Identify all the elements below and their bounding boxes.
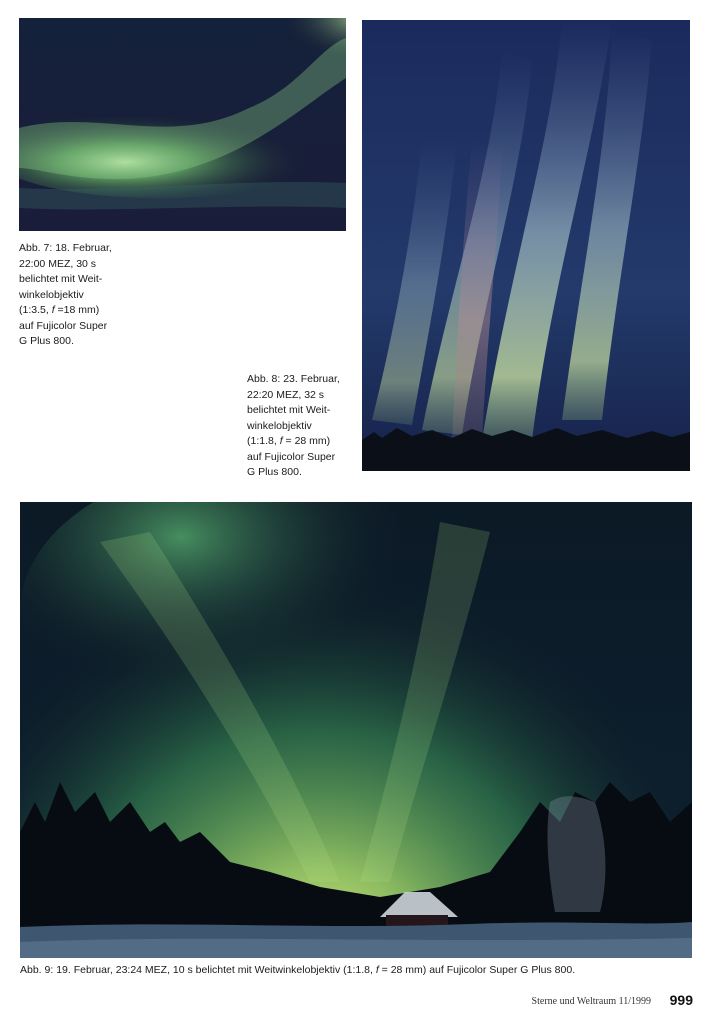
journal-footer: Sterne und Weltraum 11/1999 — [531, 996, 651, 1007]
figure-8-caption — [247, 372, 357, 481]
aurora-photo-fig7 — [19, 18, 346, 231]
aurora-photo-fig7-image — [19, 18, 346, 231]
caption-text: = 28 mm) auf Fujicolor Super G Plus 800. — [378, 964, 576, 976]
aurora-photo-fig8 — [362, 20, 690, 471]
caption-line: winkelobjektiv — [247, 419, 312, 432]
caption-line: G Plus 800. — [19, 335, 74, 347]
caption-line: 22:20 MEZ, 32 s — [247, 388, 325, 401]
caption-line: 22:00 MEZ, 30 s — [19, 257, 97, 270]
caption-line: winkelobjektiv — [19, 288, 84, 301]
caption-text: Abb. 9: 19. Februar, 23:24 MEZ, 10 s belichtet mit Weitwinkelobjektiv (1:1.8, — [20, 964, 376, 976]
caption-italic-f: f — [51, 304, 55, 316]
caption-line — [19, 303, 129, 319]
caption-italic-f: f — [375, 964, 379, 976]
caption-text: = 28 mm) — [282, 435, 331, 447]
caption-text: =18 mm) — [54, 304, 100, 316]
figure-9-caption — [20, 963, 700, 979]
caption-text: (1:1.8, — [247, 435, 280, 447]
aurora-photo-fig9 — [20, 502, 692, 958]
caption-line: auf Fujicolor Super — [19, 319, 108, 332]
figure-7-caption — [19, 241, 129, 350]
page-number: 999 — [669, 992, 693, 1008]
caption-line: auf Fujicolor Super — [247, 450, 336, 463]
aurora-photo-fig9-image — [20, 502, 692, 958]
caption-text: (1:3.5, — [19, 304, 52, 316]
aurora-photo-fig8-image — [362, 20, 690, 471]
caption-line: Abb. 7: 18. Februar, — [19, 242, 112, 254]
caption-line: Abb. 8: 23. Februar, — [247, 373, 340, 385]
caption-italic-f: f — [279, 435, 283, 447]
caption-line: belichtet mit Weit- — [19, 273, 103, 285]
caption-line: G Plus 800. — [247, 466, 302, 478]
caption-line: belichtet mit Weit- — [247, 404, 331, 416]
caption-line — [247, 434, 357, 450]
